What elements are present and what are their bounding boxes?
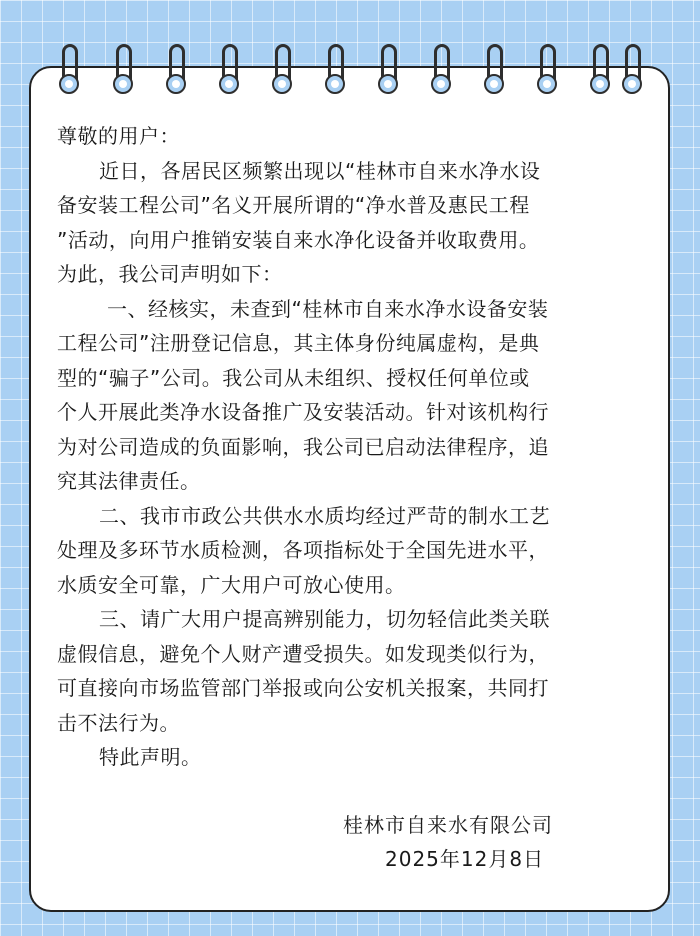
spiral-ring-icon [536, 44, 558, 98]
spiral-ring-icon [165, 44, 187, 98]
paragraph-line: 近日，各居民区频繁出现以“桂林市自来水净水设 [99, 159, 541, 183]
paragraph-line: 个人开展此类净水设备推广及安装活动。针对该机构行 [57, 400, 549, 424]
paragraph-line: 究其法律责任。 [57, 469, 201, 493]
signature-date: 2025年12月8日 [385, 847, 545, 871]
paragraph-line: ”活动，向用户推销安装自来水净化设备并收取费用。 [57, 228, 540, 252]
spiral-ring-icon [271, 44, 293, 98]
paragraph-line: 处理及多环节水质检测，各项指标处于全国先进水平， [57, 538, 549, 562]
spiral-ring-icon [483, 44, 505, 98]
paragraph-line: 水质安全可靠，广大用户可放心使用。 [57, 573, 406, 597]
spiral-ring-icon [621, 44, 643, 98]
paragraph-line: 三、请广大用户提高辨别能力，切勿轻信此类关联 [99, 607, 550, 631]
spiral-ring-icon [377, 44, 399, 98]
spiral-ring-icon [430, 44, 452, 98]
paragraph-line: 型的“骗子”公司。我公司从未组织、授权任何单位或 [57, 366, 530, 390]
paragraph-line: 一、经核实，未查到“桂林市自来水净水设备安装 [107, 297, 549, 321]
spiral-ring-icon [218, 44, 240, 98]
paragraph-line: 工程公司”注册登记信息，其主体身份纯属虚构，是典 [57, 331, 540, 355]
paragraph-line: 可直接向市场监管部门举报或向公安机关报案，共同打 [57, 676, 549, 700]
paragraph-line: 虚假信息，避免个人财产遭受损失。如发现类似行为， [57, 642, 549, 666]
greeting: 尊敬的用户： [57, 124, 180, 148]
spiral-ring-icon [324, 44, 346, 98]
spiral-ring-icon [112, 44, 134, 98]
signature-company: 桂林市自来水有限公司 [343, 813, 553, 837]
paragraph-line: 二、我市市政公共供水水质均经过严苛的制水工艺 [99, 504, 550, 528]
paragraph-line: 为此，我公司声明如下： [57, 262, 283, 286]
paragraph-line: 备安装工程公司”名义开展所谓的“净水普及惠民工程 [57, 193, 530, 217]
paragraph-line: 击不法行为。 [57, 711, 180, 735]
spiral-ring-icon [589, 44, 611, 98]
closing-line: 特此声明。 [99, 745, 202, 769]
spiral-ring-icon [58, 44, 80, 98]
paragraph-line: 为对公司造成的负面影响，我公司已启动法律程序，追 [57, 435, 549, 459]
